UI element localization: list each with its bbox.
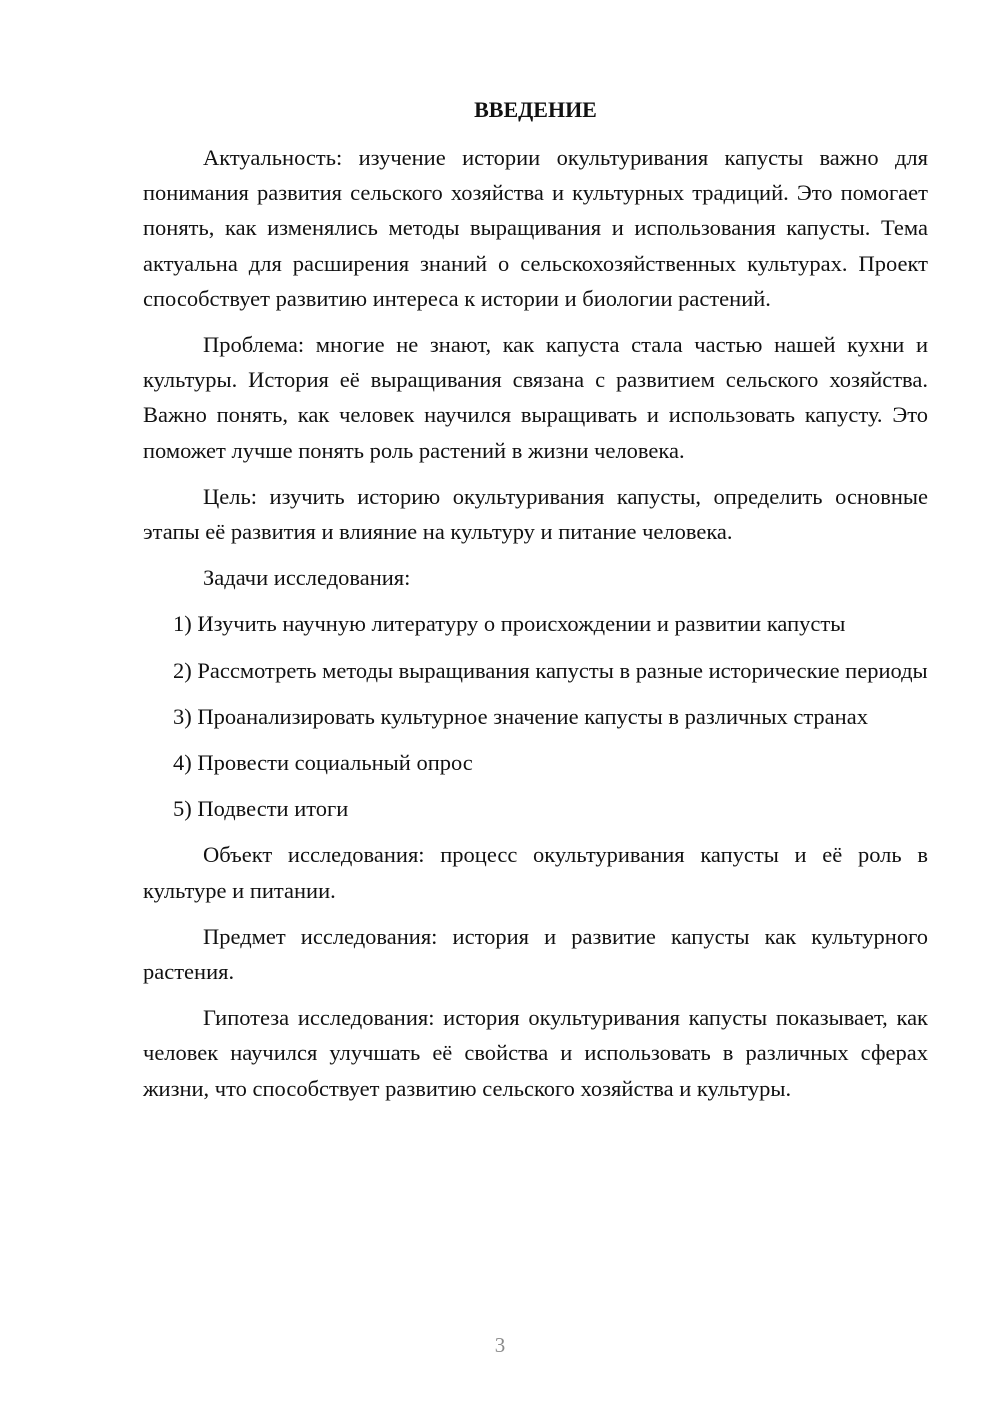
page-number: 3 [494, 1333, 506, 1357]
paragraph-relevance: Актуальность: изучение истории окультуривания капусты важно для понимания развития сельского хозяйства и культурных традиций. Это помогает понять, как изменялись методы выращивания и использования капусты. Тема актуальна для расширения знаний о сельскохозяйственных культурах. Проект способствует развитию интереса к истории и биологии растений. [143, 145, 928, 311]
task-item-3: 3) Проанализировать культурное значение капусты в различных странах [173, 703, 868, 729]
section-title: ВВЕДЕНИЕ [474, 97, 597, 122]
task-item-4: 4) Провести социальный опрос [173, 750, 473, 776]
tasks-heading: Задачи исследования: [203, 565, 411, 591]
task-item-1: 1) Изучить научную литературу о происхождении и развитии капусты [173, 611, 846, 637]
paragraph-subject: Предмет исследования: история и развитие капусты как культурного растения. [143, 923, 928, 985]
page-content [143, 92, 928, 1117]
paragraph-goal: Цель: изучить историю окультуривания капусты, определить основные этапы её развития и влияние на культуру и питание человека. [143, 483, 928, 545]
paragraph-hypothesis: Гипотеза исследования: история окультуривания капусты показывает, как человек научился улучшать её свойства и использовать в различных сферах жизни, что способствует развитию сельского хозяйства и культуры. [143, 1005, 928, 1101]
paragraph-object: Объект исследования: процесс окультуривания капусты и её роль в культуре и питании. [143, 842, 928, 903]
task-item-5: 5) Подвести итоги [173, 796, 349, 822]
paragraph-problem: Проблема: многие не знают, как капуста стала частью нашей кухни и культуры. История её выращивания связана с развитием сельского хозяйства. Важно понять, как человек научился выращивать и использовать капусту. Это поможет лучше понять роль растений в жизни человека. [143, 332, 928, 463]
task-item-2: 2) Рассмотреть методы выращивания капусты в разные исторические периоды [173, 657, 928, 683]
